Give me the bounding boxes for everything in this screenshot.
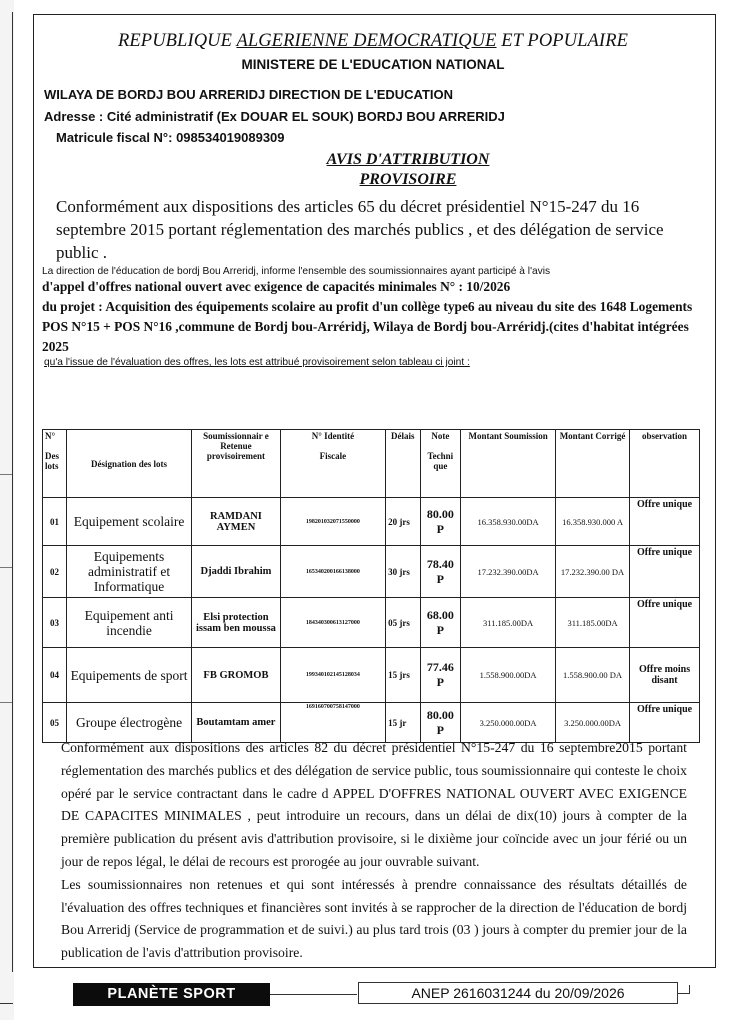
col-soumissionnaire-header: Soumissionnair e Retenue provisoirement bbox=[192, 430, 281, 498]
intro-direction: La direction de l'éducation de bordj Bou Arreridj, informe l'ensemble des soumissionnaires ayant participé à l'avis bbox=[42, 266, 551, 277]
republic-underlined: ALGERIENNE DEMOCRATIQUE bbox=[236, 31, 497, 51]
cell-delais: 30 jrs bbox=[386, 546, 420, 598]
cell-corrige: 16.358.930.000 A bbox=[556, 498, 630, 546]
col-montant-header: Montant Soumission bbox=[461, 430, 556, 498]
table-header-row bbox=[43, 430, 700, 498]
matricule-line: Matricule fiscal N°: 098534019089309 bbox=[56, 130, 285, 145]
cell-note: 78.40 P bbox=[420, 546, 461, 598]
left-column-tick bbox=[0, 702, 12, 703]
cell-nif: 165340200166138000 bbox=[280, 546, 385, 598]
footer-rule bbox=[270, 994, 357, 995]
cell-note: 77.46 P bbox=[420, 648, 461, 703]
footer-rule-right-vertical bbox=[689, 985, 690, 994]
cell-corrige: 1.558.900.00 DA bbox=[556, 648, 630, 703]
lots-table bbox=[42, 429, 700, 743]
col-delais-header: Délais bbox=[386, 430, 420, 498]
cell-no: 04 bbox=[43, 648, 67, 703]
republic-pre: REPUBLIQUE bbox=[118, 31, 237, 51]
cell-designation: Groupe électrogène bbox=[66, 703, 191, 743]
left-column-rule bbox=[12, 12, 13, 972]
cell-no: 02 bbox=[43, 546, 67, 598]
cell-designation: Equipements de sport bbox=[66, 648, 191, 703]
col-nif-header: N° Identité Fiscale bbox=[280, 430, 385, 498]
notice-title-line2: PROVISOIRE bbox=[359, 171, 457, 188]
body-paragraph-recours: Conformément aux dispositions des articles 82 du décret présidentiel N°15-247 du 16 septembre2015 portant réglementation des marchés publics et des délégation de service public, tous soumissionnaire qui conteste le choix opéré par le service contractant dans le cadre d APPEL D'OFFRES NATIONAL OUVERT AVEC EXIGENCE DE CAPACITES MINIMALES , peut introduire un recours, dans un délai de dix(10) jours à compter de la première publication du présent avis d'attribution provisoire, si le dixième jour coïncide avec un jour férié ou un jour de repos légal, le délai de recours est prorogée au jour ouvrable suivant. bbox=[61, 740, 687, 869]
intro-lead: Conformément aux dispositions des articles 65 du décret présidentiel N°15-247 du 16 septembre 2015 portant réglementation des marchés publics , et des délégation de service public . bbox=[56, 197, 664, 262]
cell-no: 05 bbox=[43, 703, 67, 743]
cell-note: 80.00 P bbox=[420, 498, 461, 546]
republic-post: ET POPULAIRE bbox=[496, 31, 628, 51]
planete-sport-badge: PLANÈTE SPORT bbox=[73, 983, 270, 1006]
cell-delais: 15 jrs bbox=[386, 648, 420, 703]
cell-soumissionnaire: Boutamtam amer bbox=[192, 703, 281, 743]
address-line: Adresse : Cité administratif (Ex DOUAR EL SOUK) BORDJ BOU ARRERIDJ bbox=[44, 109, 505, 124]
body-paragraph-resultats: Les soumissionnaires non retenues et qui sont intéressés à prendre connaissance des résultats détaillés de l'évaluation des offres techniques et financières sont invités à se rapprocher de la direction de l'éducation de bordj Bou Arreridj (Service de programmation et de suivi.) au plus tard trois (03 ) jours à compter du premier jour de la publication de l'avis d'attribution provisoire. bbox=[61, 876, 687, 961]
intro-appel: d'appel d'offres national ouvert avec exigence de capacités minimales N° : 10/2026 bbox=[42, 279, 511, 294]
cell-montant: 17.232.390.00DA bbox=[461, 546, 556, 598]
cell-soumissionnaire: Djaddi Ibrahim bbox=[192, 546, 281, 598]
left-column-tick bbox=[0, 567, 12, 568]
cell-montant: 16.358.930.00DA bbox=[461, 498, 556, 546]
republic-header bbox=[48, 31, 698, 52]
cell-nif: 198201032071550000 bbox=[280, 498, 385, 546]
cell-no: 03 bbox=[43, 598, 67, 648]
cell-montant: 1.558.900.00DA bbox=[461, 648, 556, 703]
cell-delais: 20 jrs bbox=[386, 498, 420, 546]
col-note-header: Note Techni que bbox=[420, 430, 461, 498]
cell-nif: 184340300613127000 bbox=[280, 598, 385, 648]
left-footer-rule bbox=[0, 1003, 13, 1004]
cell-designation: Equipement scolaire bbox=[66, 498, 191, 546]
cell-montant: 3.250.000.00DA bbox=[461, 703, 556, 743]
cell-nif: 169160700758147000 bbox=[280, 703, 385, 743]
cell-note: 80.00 P bbox=[420, 703, 461, 743]
notice-content bbox=[42, 22, 698, 368]
cell-observation: Offre unique bbox=[630, 598, 700, 648]
cell-delais: 15 jr bbox=[386, 703, 420, 743]
cell-soumissionnaire: Elsi protection issam ben moussa bbox=[192, 598, 281, 648]
table-row bbox=[43, 546, 700, 598]
cell-observation: Offre moins disant bbox=[630, 648, 700, 703]
col-corrige-header: Montant Corrigé bbox=[556, 430, 630, 498]
wilaya-line: WILAYA DE BORDJ BOU ARRERIDJ DIRECTION DE L'EDUCATION bbox=[44, 87, 454, 102]
cell-nif: 199340102145128034 bbox=[280, 648, 385, 703]
cell-corrige: 311.185.00DA bbox=[556, 598, 630, 648]
cell-soumissionnaire: RAMDANI AYMEN bbox=[192, 498, 281, 546]
col-no-header: N° Des lots bbox=[43, 430, 67, 498]
cell-note: 68.00 P bbox=[420, 598, 461, 648]
cell-corrige: 3.250.000.00DA bbox=[556, 703, 630, 743]
table-row bbox=[43, 648, 700, 703]
anep-reference: ANEP 2616031244 du 20/09/2026 bbox=[358, 982, 678, 1004]
cell-no: 01 bbox=[43, 498, 67, 546]
left-column-tick bbox=[0, 474, 12, 475]
cell-designation: Equipements administratif et Informatique bbox=[66, 546, 191, 598]
cell-soumissionnaire: FB GROMOB bbox=[192, 648, 281, 703]
cell-delais: 05 jrs bbox=[386, 598, 420, 648]
cell-observation: Offre unique bbox=[630, 498, 700, 546]
cell-corrige: 17.232.390.00 DA bbox=[556, 546, 630, 598]
cell-observation: Offre unique bbox=[630, 546, 700, 598]
col-observation-header: observation bbox=[630, 430, 700, 498]
col-designation-header: Désignation des lots bbox=[66, 430, 191, 498]
table-row bbox=[43, 498, 700, 546]
ministry-header: MINISTERE DE L'EDUCATION NATIONAL bbox=[241, 57, 505, 72]
table-row bbox=[43, 598, 700, 648]
cell-designation: Equipement anti incendie bbox=[66, 598, 191, 648]
intro-projet: du projet : Acquisition des équipements scolaire au profit d'un collège type6 au niveau du site des 1648 Logements POS N°15 + POS N°16 ,commune de Bordj bou-Arréridj, Wilaya de Bordj bou-Arréridj.(cites d'habitat intégrées 2025 bbox=[42, 299, 693, 354]
body-text bbox=[61, 737, 687, 965]
cell-observation: Offre unique bbox=[630, 703, 700, 743]
intro-issue: qu'a l'issue de l'évaluation des offres, les lots est attribué provisoirement selon tableau ci joint : bbox=[44, 357, 470, 368]
notice-title-line1: AVIS D'ATTRIBUTION bbox=[326, 151, 490, 168]
cell-montant: 311.185.00DA bbox=[461, 598, 556, 648]
